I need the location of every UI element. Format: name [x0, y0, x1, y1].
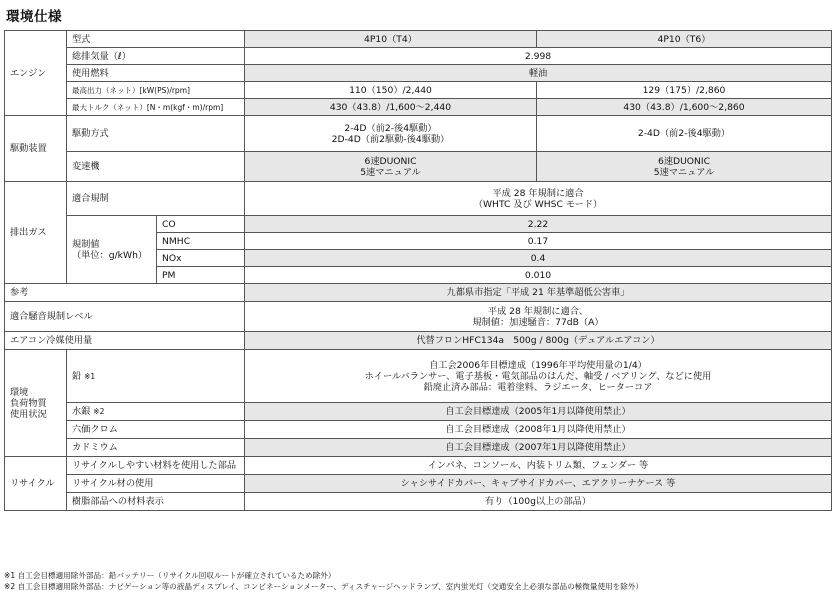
category-engine: エンジン	[5, 31, 67, 116]
table-row	[5, 82, 832, 99]
footnote-2: ※2 自工会目標適用除外部品：ナビゲーション等の液晶ディスプレイ、コンビネーションメーター、ディスチャージヘッドランプ、室内蛍光灯（交通安全上必須な部品の極微量使用を除外）	[4, 582, 644, 591]
value-reference: 九都県市指定「平成 21 年基準超低公害車」	[245, 284, 832, 302]
value-transmission-t6: 6速DUONIC 5速マニュアル	[537, 152, 832, 182]
value-model-t6: 4P10（T6）	[537, 31, 832, 48]
table-row	[5, 475, 832, 493]
value-co: 2.22	[245, 216, 832, 233]
value-pm: 0.010	[245, 267, 832, 284]
value-fuel: 軽油	[245, 65, 832, 82]
table-row	[5, 152, 832, 182]
value-hexavalent-chromium: 自工会目標達成（2008年1月以降使用禁止）	[245, 421, 832, 439]
label-max-power: 最高出力（ネット）[kW(PS)/rpm]	[67, 82, 245, 99]
label-drive-method: 駆動方式	[67, 116, 245, 152]
value-aircon: 代替フロンHFC134a 500g / 800g（デュアルエアコン）	[245, 332, 832, 350]
value-torque-t4: 430（43.8）/1,600〜2,440	[245, 99, 537, 116]
value-material-marking: 有り（100g以上の部品）	[245, 493, 832, 511]
label-recyclable-parts: リサイクルしやすい材料を使用した部品	[67, 457, 245, 475]
page-title: 環境仕様	[6, 9, 62, 25]
table-row	[5, 48, 832, 65]
label-mercury: 水銀 ※2	[67, 403, 245, 421]
table-row	[5, 332, 832, 350]
label-nox: NOx	[157, 250, 245, 267]
label-co: CO	[157, 216, 245, 233]
category-emission: 排出ガス	[5, 182, 67, 284]
label-pm: PM	[157, 267, 245, 284]
footnotes	[4, 570, 831, 592]
table-row	[5, 439, 832, 457]
table-row	[5, 116, 832, 152]
category-recycle: リサイクル	[5, 457, 67, 511]
label-recycled-material: リサイクル材の使用	[67, 475, 245, 493]
label-model: 型式	[67, 31, 245, 48]
table-row	[5, 403, 832, 421]
table-row	[5, 31, 832, 48]
label-aircon: エアコン冷媒使用量	[5, 332, 245, 350]
label-hexavalent-chromium: 六価クロム	[67, 421, 245, 439]
table-row	[5, 99, 832, 116]
value-nox: 0.4	[245, 250, 832, 267]
label-noise: 適合騒音規制レベル	[5, 302, 245, 332]
value-cadmium: 自工会目標達成（2007年1月以降使用禁止）	[245, 439, 832, 457]
label-max-torque: 最大トルク（ネット）[N・m(kgf・m)/rpm]	[67, 99, 245, 116]
value-recycled-material: シャシサイドカバー、キャブサイドカバー、エアクリーナケース 等	[245, 475, 832, 493]
value-drive-method-t6: 2-4D（前2-後4駆動）	[537, 116, 832, 152]
value-noise: 平成 28 年規制に適合、 規制値：加速騒音：77dB（A）	[245, 302, 832, 332]
value-model-t4: 4P10（T4）	[245, 31, 537, 48]
category-drive: 駆動装置	[5, 116, 67, 182]
value-power-t4: 110（150）/2,440	[245, 82, 537, 99]
value-torque-t6: 430（43.8）/1,600〜2,860	[537, 99, 832, 116]
label-transmission: 変速機	[67, 152, 245, 182]
label-regulation-values: 規制値 （単位：g/kWh）	[67, 216, 157, 284]
label-compliance: 適合規制	[67, 182, 245, 216]
table-row	[5, 302, 832, 332]
value-nmhc: 0.17	[245, 233, 832, 250]
value-drive-method-t4: 2-4D（前2-後4駆動） 2D-4D（前2駆動-後4駆動）	[245, 116, 537, 152]
table-row	[5, 493, 832, 511]
table-row	[5, 350, 832, 403]
environment-spec-table	[4, 30, 832, 511]
label-displacement: 総排気量（ℓ）	[67, 48, 245, 65]
value-displacement: 2.998	[245, 48, 832, 65]
category-env-substances: 環境 負荷物質 使用状況	[5, 350, 67, 457]
label-lead: 鉛 ※1	[67, 350, 245, 403]
label-reference: 参考	[5, 284, 245, 302]
label-cadmium: カドミウム	[67, 439, 245, 457]
value-lead: 自工会2006年目標達成（1996年平均使用量の1/4） ホイールバランサー、電子基板・電気部品のはんだ、軸受 / ベアリング、などに使用 鉛廃止済み部品：電着塗料、ラジエータ、ヒーターコア	[245, 350, 832, 403]
value-mercury: 自工会目標達成（2005年1月以降使用禁止）	[245, 403, 832, 421]
label-fuel: 使用燃料	[67, 65, 245, 82]
table-row	[5, 421, 832, 439]
label-nmhc: NMHC	[157, 233, 245, 250]
value-compliance: 平成 28 年規制に適合 （WHTC 及び WHSC モード）	[245, 182, 832, 216]
table-row	[5, 65, 832, 82]
table-row	[5, 216, 832, 233]
table-row	[5, 284, 832, 302]
table-row	[5, 457, 832, 475]
value-recyclable-parts: インパネ、コンソール、内装トリム類、フェンダー 等	[245, 457, 832, 475]
footnote-1: ※1 自工会目標適用除外部品：鉛バッテリー（リサイクル回収ルートが確立されているため除外）	[4, 571, 336, 580]
value-power-t6: 129（175）/2,860	[537, 82, 832, 99]
table-row	[5, 182, 832, 216]
label-material-marking: 樹脂部品への材料表示	[67, 493, 245, 511]
value-transmission-t4: 6速DUONIC 5速マニュアル	[245, 152, 537, 182]
